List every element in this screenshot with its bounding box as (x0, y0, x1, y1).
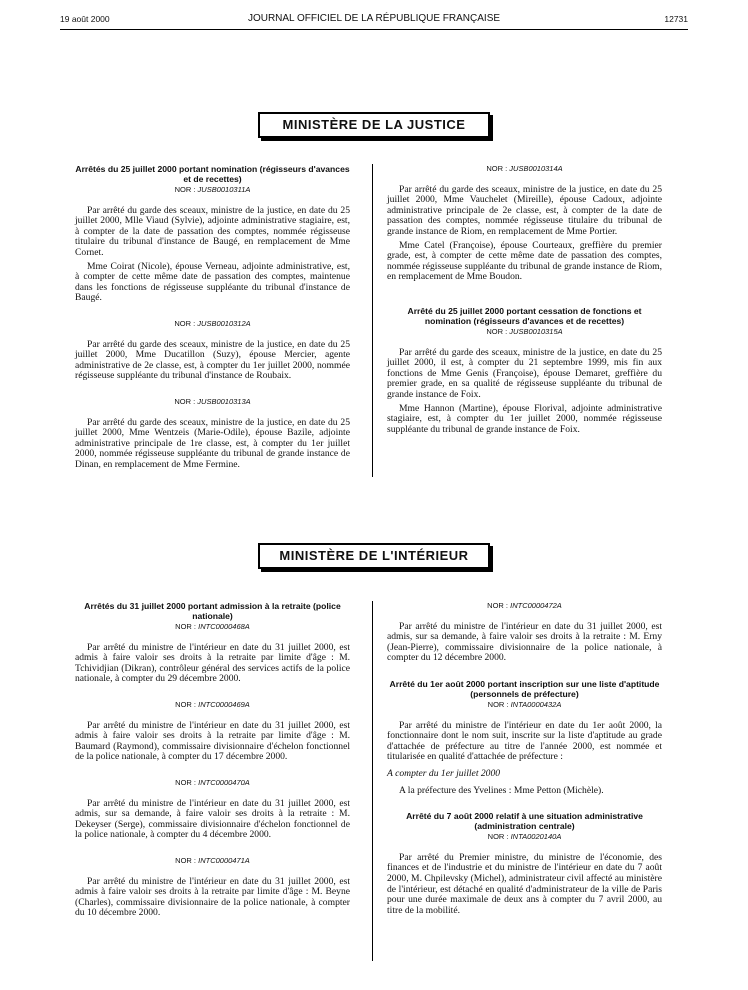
paragraph: Par arrêté du ministre de l'intérieur en date du 31 juillet 2000, est admis à faire valoir ses droits à la retraite par limite d'âge : M. Baumard (Raymond), commissaire divisionnaire d'échelon fonctionnel de la police nationale, à compter du 17 décembre 2000. (75, 719, 350, 763)
section-title: Arrêté du 1er août 2000 portant inscription sur une liste d'aptitude (personnels de préfecture) (389, 678, 660, 699)
header-date: 19 août 2000 (60, 14, 110, 24)
paragraph: Par arrêté du Premier ministre, du ministre de l'économie, des finances et de l'industrie et du ministre de l'intérieur en date du 7 août 2000, M. Chpilevsky (Michel), administrateur civil affecté au ministère de l'intérieur, est détaché en qualité d'administrateur de la ville de Paris pour une durée maximale de deux ans à compter du 7 avril 2000, au titre de la mobilité. (387, 851, 662, 916)
paragraph: Par arrêté du garde des sceaux, ministre de la justice, en date du 25 juillet 2000, il est, à compter du 21 septembre 1999, mis fin aux fonctions de Mme Genis (Françoise), épouse Demaret, greffière du premier grade, en sa qualité de régisseuse suppléante du tribunal de grande instance de Foix. (387, 346, 662, 400)
paragraph: Par arrêté du garde des sceaux, ministre de la justice, en date du 25 juillet 2000, Mme Wentzeis (Marie-Odile), épouse Bazile, adjointe administrative principale de 1re classe, est, à compter du 1er juillet 2000, nommée régisseuse suppléante du tribunal de grande instance de Dinan, en remplacement de Mme Fermine. (75, 416, 350, 470)
nor-reference: NOR : INTC0000470A (175, 777, 250, 787)
header-rule (60, 29, 688, 30)
interieur-left-column (75, 601, 350, 922)
nor-reference: NOR : INTA0000432A (487, 699, 562, 709)
paragraph: Par arrêté du ministre de l'intérieur en date du 1er août 2000, la fonctionnaire dont le nom suit, inscrite sur la liste d'aptitude au grade d'attachée de préfecture au titre de l'année 2000, est nommée et titularisée en qualité d'attachée de préfecture : (387, 719, 662, 763)
effective-date: A compter du 1er juillet 2000 (387, 767, 501, 779)
ministry-interieur-heading: MINISTÈRE DE L'INTÉRIEUR (258, 543, 490, 569)
header-journal: JOURNAL OFFICIEL DE LA RÉPUBLIQUE FRANÇAISE (247, 13, 501, 24)
paragraph: Mme Catel (Françoise), épouse Courteaux, greffière du premier grade, est, à compter de cette même date de passation des comptes, nommée régisseuse suppléante du tribunal de grande instance de Riom, en remplacement de Mme Boudon. (387, 239, 662, 283)
section-title: Arrêté du 25 juillet 2000 portant cessation de fonctions et nomination (régisseurs d'avances et de recettes) (407, 305, 642, 326)
nor-reference: NOR : JUSB0010311A (174, 185, 251, 194)
paragraph: Mme Coirat (Nicole), épouse Verneau, adjointe administrative, est, à compter de cette même date de passation des comptes, maintenue dans les fonctions de régisseuse suppléante du tribunal d'instance de Baugé. (75, 260, 350, 304)
nor-reference: NOR : JUSB0010314A (486, 164, 563, 173)
paragraph: Mme Hannon (Martine), épouse Florival, adjointe administrative stagiaire, est, à compter du 1er juillet 2000, nommée régisseuse suppléante du tribunal de grande instance de Foix. (387, 402, 662, 435)
paragraph: Par arrêté du garde des sceaux, ministre de la justice, en date du 25 juillet 2000, Mme Vauchelet (Mireille), épouse Cadoux, adjointe administrative principale de 2e classe, est, à compter de la date de passation des comptes, nommée régisseuse titulaire du tribunal de grande instance de Riom, en remplacement de Mme Portier. (387, 183, 662, 237)
paragraph: Par arrêté du ministre de l'intérieur en date du 31 juillet 2000, est admis à faire valoir ses droits à la retraite par limite d'âge : M. Tchividjian (Dikran), contrôleur général des services actifs de la police nationale, à compter du 29 décembre 2000. (75, 641, 350, 685)
interieur-right-column (387, 601, 662, 919)
nor-reference: NOR : INTA0020140A (487, 832, 562, 842)
nor-reference: NOR : INTC0000471A (175, 855, 250, 865)
paragraph: Par arrêté du ministre de l'intérieur en date du 31 juillet 2000, est admis à faire valoir ses droits à la retraite par limite d'âge : M. Beyne (Charles), commissaire divisionnaire de la police nationale, à compter du 10 décembre 2000. (75, 875, 350, 919)
paragraph: Par arrêté du ministre de l'intérieur en date du 31 juillet 2000, est admis, sur sa demande, à faire valoir ses droits à la retraite : M. Erny (Jean-Pierre), commissaire divisionnaire de la police nationale, à compter du 12 décembre 2000. (387, 620, 662, 664)
nor-reference: NOR : INTC0000469A (175, 699, 250, 709)
section-title: Arrêtés du 25 juillet 2000 portant nomination (régisseurs d'avances et de recettes) (75, 164, 350, 184)
justice-right-column (387, 164, 662, 438)
column-divider (372, 164, 373, 477)
paragraph: Par arrêté du ministre de l'intérieur en date du 31 juillet 2000, est admis, sur sa demande, à faire valoir ses droits à la retraite : M. Dekeyser (Serge), commissaire divisionnaire d'échelon fonctionnel de la police nationale, à compter du 4 décembre 2000. (75, 797, 350, 841)
nor-reference: NOR : INTC0000472A (487, 601, 562, 610)
section-title: Arrêtés du 31 juillet 2000 portant admission à la retraite (police nationale) (84, 601, 341, 621)
paragraph: Par arrêté du garde des sceaux, ministre de la justice, en date du 25 juillet 2000, Mlle Viaud (Sylvie), adjointe administrative stagiaire, est, à compter de la date de passation des comptes, nommée régisseuse titulaire du tribunal d'instance de Baugé, en remplacement de Mme Cornet. (75, 204, 350, 258)
justice-left-column (75, 164, 350, 473)
paragraph: Par arrêté du garde des sceaux, ministre de la justice, en date du 25 juillet 2000, Mme Ducatillon (Suzy), épouse Mercier, agente administrative de 2e classe, est, à compter du 1er juillet 2000, nommée régisseuse suppléante du tribunal d'instance de Roubaix. (75, 338, 350, 382)
nor-reference: NOR : JUSB0010312A (174, 318, 251, 328)
nor-reference: NOR : JUSB0010315A (486, 326, 563, 336)
nor-reference: NOR : JUSB0010313A (174, 396, 251, 406)
header-page-number: 12731 (664, 14, 688, 24)
column-divider (372, 601, 373, 961)
section-title: Arrêté du 7 août 2000 relatif à une situation administrative (administration centrale) (406, 811, 643, 832)
page-header (0, 12, 748, 28)
paragraph: A la préfecture des Yvelines : Mme Petton (Michèle). (399, 784, 604, 796)
nor-reference: NOR : INTC0000468A (175, 622, 250, 631)
ministry-justice-heading: MINISTÈRE DE LA JUSTICE (258, 112, 490, 138)
